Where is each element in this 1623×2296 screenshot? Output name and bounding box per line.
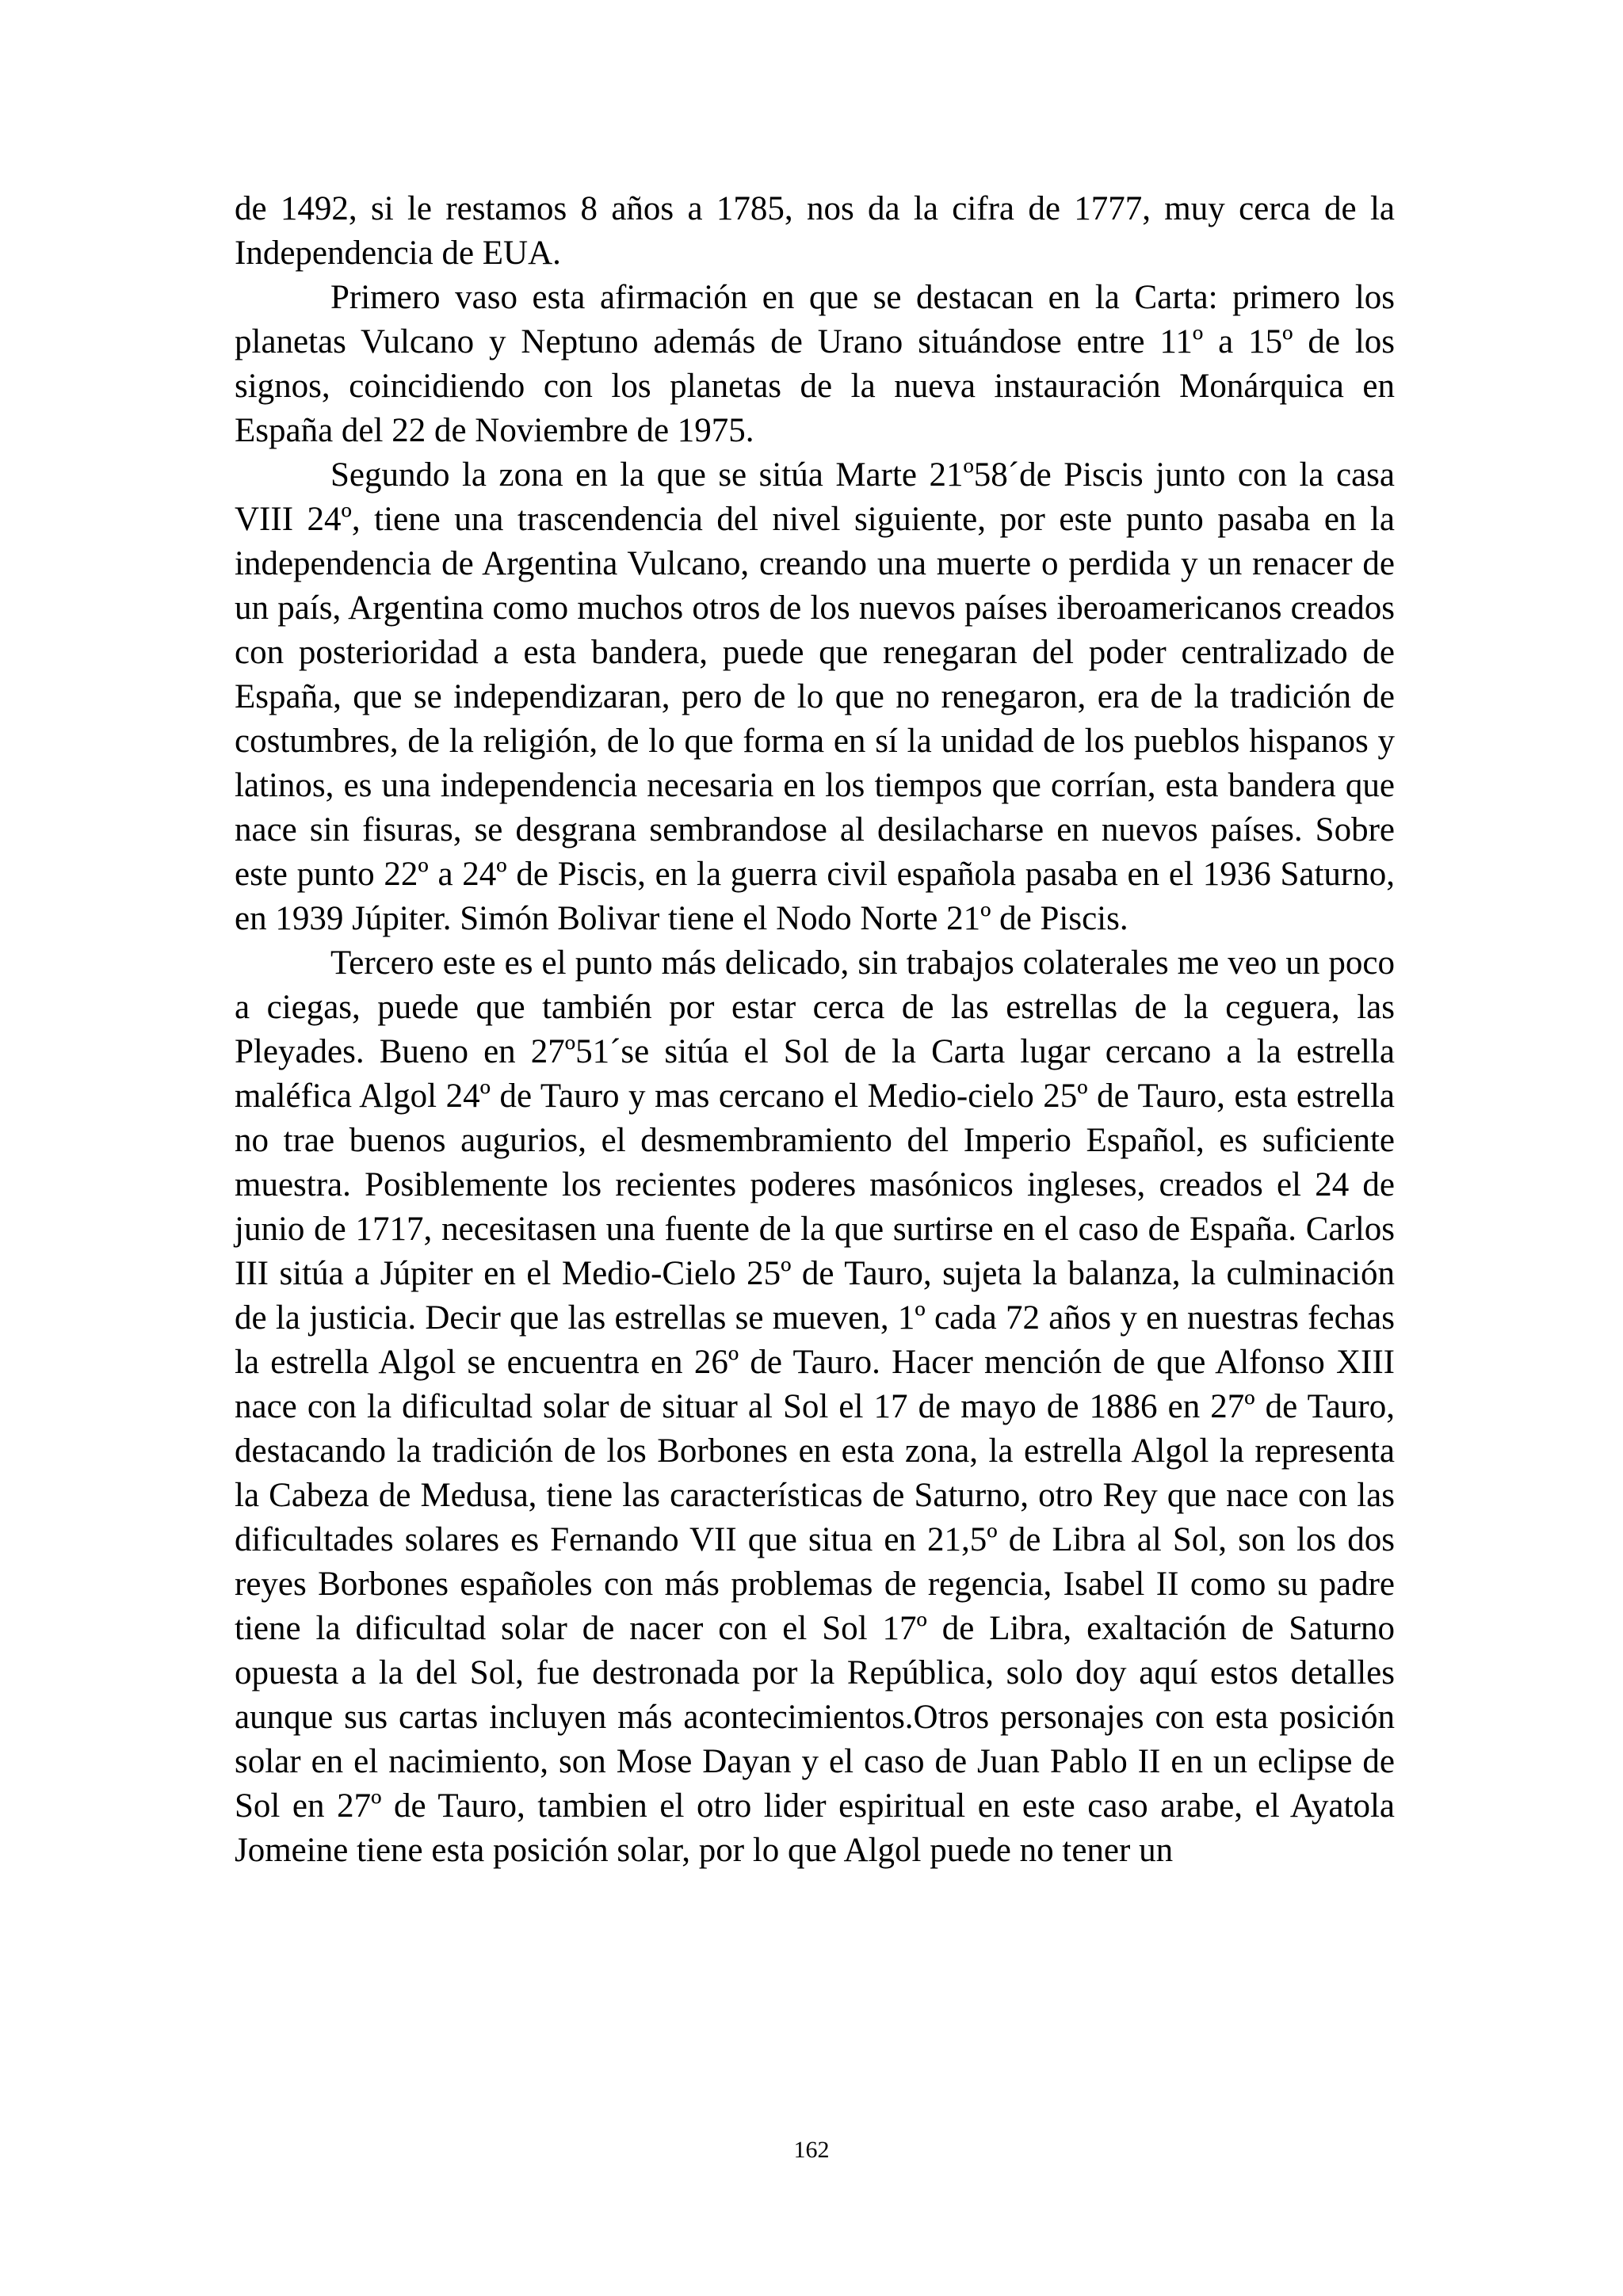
paragraph-primero: Primero vaso esta afirmación en que se destacan en la Carta: primero los planetas Vulcano y Neptuno además de Urano situándose entre 11º a 15º de los signos, coincidiendo con los planetas de la nueva instauración Monárquica en España del 22 de Noviembre de 1975. (235, 279, 1395, 449)
paragraph-tercero: Tercero este es el punto más delicado, sin trabajos colaterales me veo un poco a ciegas, puede que también por estar cerca de las estrellas de la ceguera, las Pleyades. Bueno en 27º51´se sitúa el Sol de la Carta lugar cercano a la estrella maléfica Algol 24º de Tauro y mas cercano el Medio-cielo 25º de Tauro, esta estrella no trae buenos augurios, el desmembramiento del Imperio Español, es suficiente muestra. Posiblemente los recientes poderes masónicos ingleses, creados el 24 de junio de 1717, necesitasen una fuente de la que surtirse en el caso de España. Carlos III sitúa a Júpiter en el Medio-Cielo 25º de Tauro, sujeta la balanza, la culminación de la justicia. Decir que las estrellas se mueven, 1º cada 72 años y en nuestras fechas la estrella Algol se encuentra en 26º de Tauro. Hacer mención de que Alfonso XIII nace con la dificultad solar de situar al Sol el 17 de mayo de 1886 en 27º de Tauro, destacando la tradición de los Borbones en esta zona, la estrella Algol la representa la Cabeza de Medusa, tiene las características de Saturno, otro Rey que nace con las dificultades solares es Fernando VII que situa en 21,5º de Libra al Sol, son los dos reyes Borbones españoles con más problemas de regencia, Isabel II como su padre tiene la dificultad solar de nacer con el Sol 17º de Libra, exaltación de Saturno opuesta a la del Sol, fue destronada por la República, solo doy aquí estos detalles aunque sus cartas incluyen más acontecimientos.Otros personajes con esta posición solar en el nacimiento, son Mose Dayan y el caso de Juan Pablo II en un eclipse de Sol en 27º de Tauro, tambien el otro lider espiritual en este caso arabe, el Ayatola Jomeine tiene esta posición solar, por lo que Algol puede no tener un (235, 944, 1395, 1869)
page-number: 162 (793, 2137, 830, 2163)
page-body (235, 187, 1395, 1873)
paragraph-continuation: de 1492, si le restamos 8 años a 1785, nos da la cifra de 1777, muy cerca de la Independencia de EUA. (235, 190, 1395, 272)
paragraph-segundo: Segundo la zona en la que se sitúa Marte 21º58´de Piscis junto con la casa VIII 24º, tiene una trascendencia del nivel siguiente, por este punto pasaba en la independencia de Argentina Vulcano, creando una muerte o perdida y un renacer de un país, Argentina como muchos otros de los nuevos países iberoamericanos creados con posterioridad a esta bandera, puede que renegaran del poder centralizado de España, que se independizaran, pero de lo que no renegaron, era de la tradición de costumbres, de la religión, de lo que forma en sí la unidad de los pueblos hispanos y latinos, es una independencia necesaria en los tiempos que corrían, esta bandera que nace sin fisuras, se desgrana sembrandose al desilacharse en nuevos países. Sobre este punto 22º a 24º de Piscis, en la guerra civil española pasaba en el 1936 Saturno, en 1939 Júpiter. Simón Bolivar tiene el Nodo Norte 21º de Piscis. (235, 456, 1395, 937)
